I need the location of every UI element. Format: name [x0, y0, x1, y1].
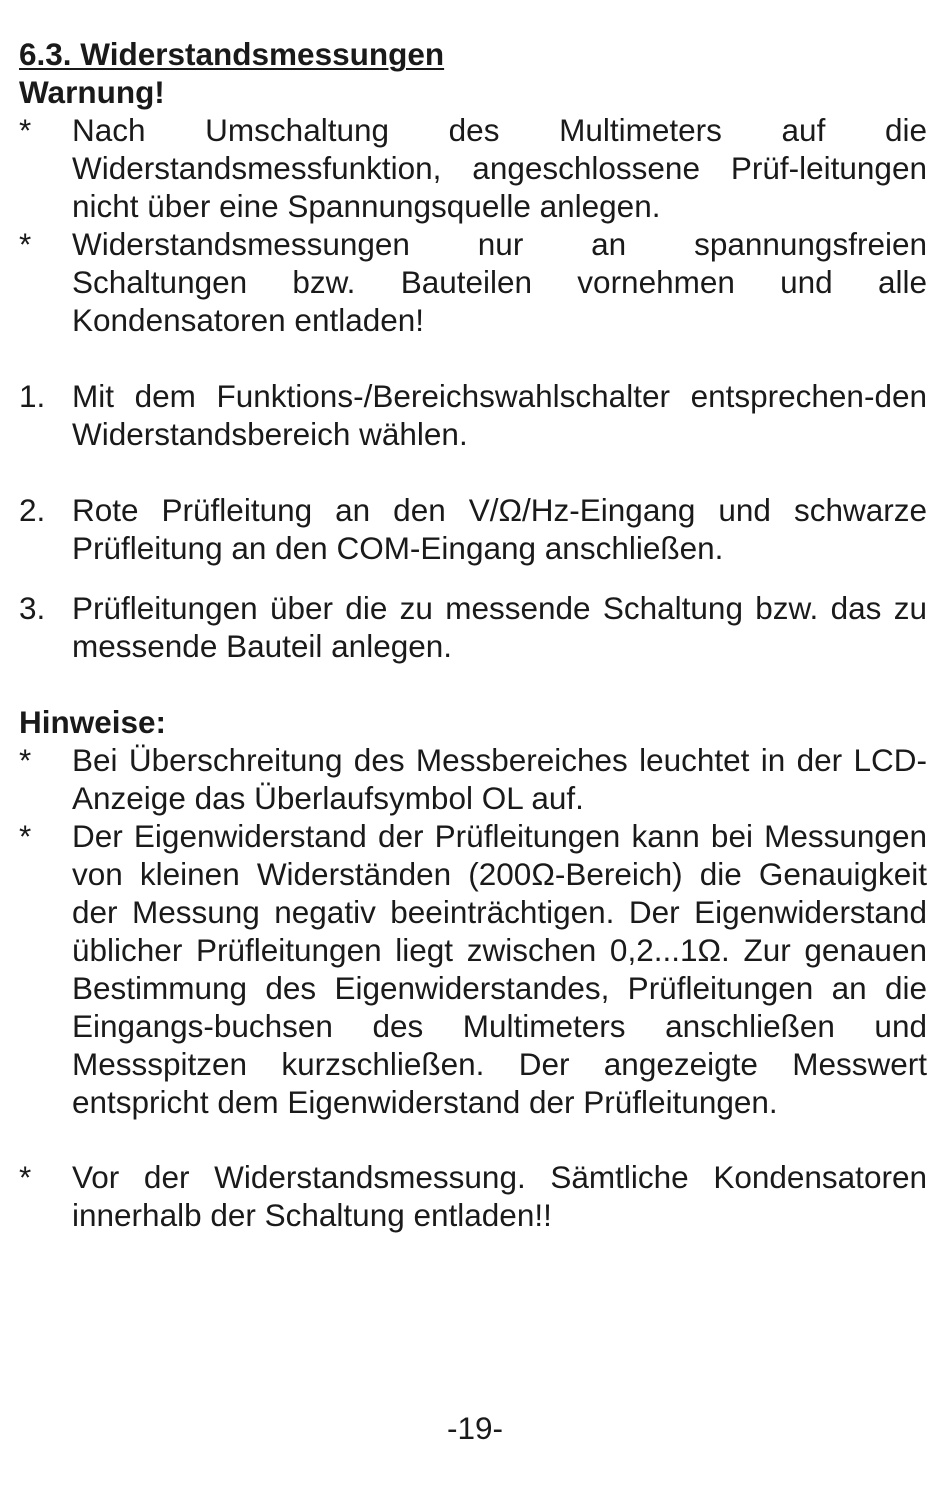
page-number: -19-: [446, 1410, 504, 1446]
step-item: [19, 377, 927, 453]
step-text: Mit dem Funktions-/Bereichswahlschalter entsprechen-den Widerstandsbereich wählen.: [72, 378, 927, 452]
bullet-marker: *: [19, 742, 32, 778]
notes-heading: Hinweise:: [19, 704, 167, 740]
note-text: Bei Überschreitung des Messbereiches leuchtet in der LCD-Anzeige das Überlaufsymbol OL auf.: [72, 742, 927, 816]
manual-page: [19, 35, 927, 1234]
spacer: [19, 567, 927, 589]
spacer: [19, 453, 927, 491]
spacer: [19, 1121, 927, 1158]
note-item: [19, 817, 927, 1121]
step-item: [19, 491, 927, 567]
step-number: 3.: [19, 590, 46, 626]
spacer: [19, 339, 927, 377]
warning-text: Nach Umschaltung des Multimeters auf die Widerstandsmessfunktion, angeschlossene Prüf-leitungen nicht über eine Spannungsquelle anlegen.: [72, 112, 927, 224]
bullet-marker: *: [19, 818, 32, 854]
note-item: [19, 741, 927, 817]
warning-text: Widerstandsmessungen nur an spannungsfreien Schaltungen bzw. Bauteilen vornehmen und alle Kondensatoren entladen!: [72, 226, 927, 338]
step-number: 1.: [19, 378, 46, 414]
warning-heading: Warnung!: [19, 74, 165, 110]
note-text: Vor der Widerstandsmessung. Sämtliche Kondensatoren innerhalb der Schaltung entladen!!: [72, 1159, 927, 1233]
step-number: 2.: [19, 492, 46, 528]
warning-item: [19, 111, 927, 225]
bullet-marker: *: [19, 226, 32, 262]
warning-item: [19, 225, 927, 339]
spacer: [19, 665, 927, 703]
bullet-marker: *: [19, 112, 32, 148]
bullet-marker: *: [19, 1159, 32, 1195]
step-text: Prüfleitungen über die zu messende Schaltung bzw. das zu messende Bauteil anlegen.: [72, 590, 927, 664]
step-item: [19, 589, 927, 665]
note-item: [19, 1158, 927, 1234]
note-text: Der Eigenwiderstand der Prüfleitungen kann bei Messungen von kleinen Widerständen (200Ω-Bereich) die Genauigkeit der Messung negativ beeinträchtigen. Der Eigenwiderstand üblicher Prüfleitungen liegt zwischen 0,2...1Ω. Zur genauen Bestimmung des Eigenwiderstandes, Prüfleitungen an die Eingangs-buchsen des Multimeters anschließen und Messspitzen kurzschließen. Der angezeigte Messwert entspricht dem Eigenwiderstand der Prüfleitungen.: [72, 818, 927, 1120]
section-title: 6.3. Widerstandsmessungen: [19, 36, 445, 72]
step-text: Rote Prüfleitung an den V/Ω/Hz-Eingang und schwarze Prüfleitung an den COM-Eingang anschließen.: [72, 492, 927, 566]
